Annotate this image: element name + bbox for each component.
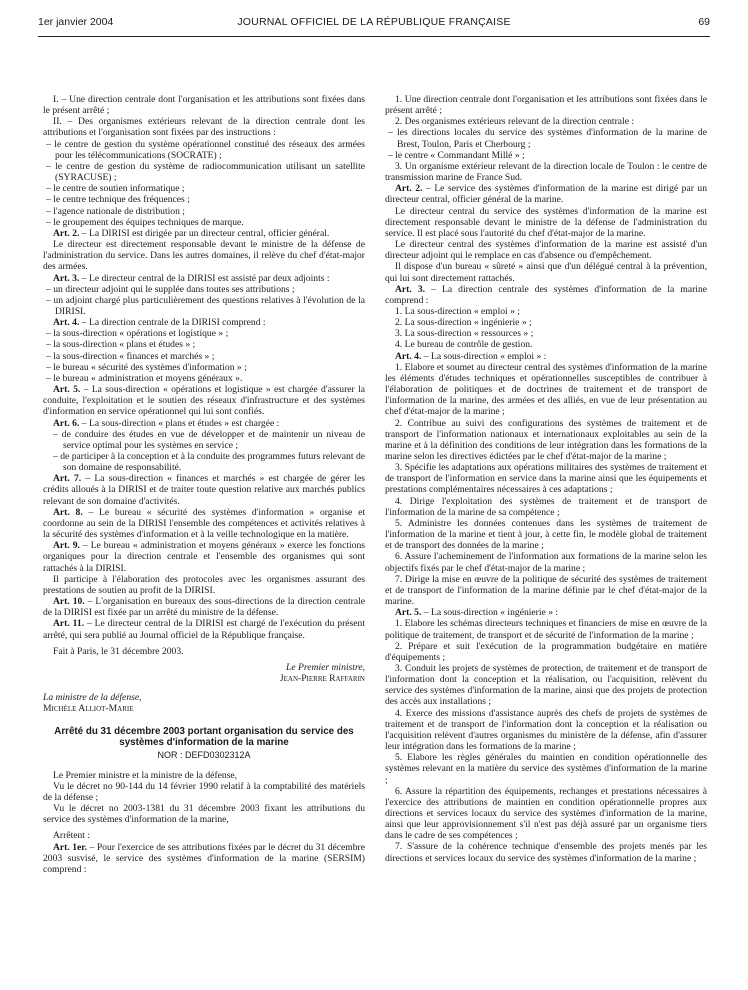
paragraph [385, 663, 707, 708]
paragraph [385, 284, 707, 306]
paragraph [43, 194, 365, 205]
paragraph-text: Michèle Alliot-Marie [43, 703, 134, 715]
paragraph [385, 339, 707, 350]
paragraph [385, 841, 707, 863]
paragraph-text: Arrêté du 31 décembre 2003 portant organisation du service des systèmes d'information de la marine [54, 726, 354, 749]
paragraph [385, 551, 707, 573]
paragraph [43, 217, 365, 228]
paragraph-text: Le directeur central du service des systèmes d'information de la marine est directement responsable devant le ministre de la défense de l'administration du service. Il est placé sous l'autorité du chef d'état-major de la marine. [385, 205, 707, 239]
paragraph [43, 726, 365, 748]
paragraph [385, 127, 707, 149]
paragraph [385, 418, 707, 463]
paragraph-text: – La direction centrale de la DIRISI comprend : [79, 317, 266, 329]
paragraph [43, 673, 365, 684]
paragraph [385, 150, 707, 161]
paragraph [385, 574, 707, 607]
paragraph-text: – le bureau « sécurité des systèmes d'information » ; [46, 361, 247, 373]
paragraph-text: – le centre « Commandant Millé » ; [388, 149, 525, 161]
article-number: Art. 1er. [53, 841, 88, 853]
paragraph [43, 351, 365, 362]
paragraph-text: NOR : DEFD0302312A [157, 750, 251, 761]
header-date: 1er janvier 2004 [38, 16, 114, 28]
paragraph-text: – La sous-direction « plans et études » est chargée : [79, 417, 280, 429]
paragraph-text: Le directeur central des systèmes d'information de la marine est assisté d'un directeur adjoint qui le remplace en cas d'absence ou d'empêchement. [385, 239, 707, 262]
paragraph-text: 7. Dirige la mise en œuvre de la politique de sécurité des systèmes de traitement et de transport de l'information de la marine définie par le chef d'état-major de la marine. [385, 573, 707, 608]
paragraph-text: I. – Une direction centrale dont l'organisation et les attributions sont fixées dans le présent arrêté ; [43, 94, 365, 117]
paragraph-text: – La sous-direction « emploi » : [421, 350, 547, 362]
article-number: Art. 3. [395, 283, 426, 295]
article-number: Art. 8. [53, 506, 83, 518]
paragraph [43, 273, 365, 284]
paragraph-text: Arrêtent : [53, 830, 91, 842]
article-number: Art. 7. [53, 473, 82, 485]
journal-title: JOURNAL OFFICIEL DE LA RÉPUBLIQUE FRANÇAISE [237, 16, 511, 28]
paragraph [43, 384, 365, 417]
paragraph-text: – Le bureau « sécurité des systèmes d'information » organise et coordonne au sein de la DIRISI l'ensemble des compétences et activités relatives à la sécurité des systèmes d'information et à la veille technologique en la matière. [43, 506, 365, 541]
paragraph-text: 2. Contribue au suivi des configurations des systèmes de traitement et de transport de l'information nationaux et internationaux exploitables au sein de la marine et à la définition des conditions de leur intégration dans les formations de la marine selon les directives édictées par le chef d'état-major de la marine ; [385, 417, 707, 462]
article-number: Art. 2. [395, 183, 423, 195]
paragraph-text: 4. Le bureau de contrôle de gestion. [395, 339, 533, 351]
paragraph-text: 1. Elabore les schémas directeurs techniques et financiers de mise en œuvre de la politique de traitement, de transport et de sécurité de l'information de la marine ; [385, 618, 707, 641]
paragraph-text: 1. Une direction centrale dont l'organisation et les attributions sont fixées dans le présent arrêté ; [385, 94, 707, 117]
paragraph [385, 317, 707, 328]
paragraph-text: – l'agence nationale de distribution ; [46, 205, 185, 217]
paragraph-text: – Le directeur central de la DIRISI est assisté par deux adjoints : [79, 272, 330, 284]
paragraph-text: 5. Elabore les règles générales du maintien en condition opérationnelle des systèmes relevant en la matière du service des systèmes d'information de la marine ; [385, 752, 707, 786]
right-column [385, 94, 707, 864]
paragraph [43, 574, 365, 596]
article-number: Art. 9. [53, 540, 80, 552]
paragraph-text: – le centre technique des fréquences ; [46, 194, 190, 206]
paragraph-text: – la sous-direction « finances et marchés » ; [46, 350, 215, 362]
paragraph [385, 752, 707, 785]
paragraph-text: 3. Un organisme extérieur relevant de la direction locale de Toulon : le centre de transmission marine de France Sud. [385, 160, 707, 184]
article-number: Art. 10. [53, 596, 85, 608]
left-column [43, 94, 365, 875]
paragraph [43, 596, 365, 618]
paragraph [43, 618, 365, 640]
paragraph-text: Fait à Paris, le 31 décembre 2003. [53, 645, 184, 657]
paragraph [43, 317, 365, 328]
paragraph [385, 183, 707, 205]
paragraph [43, 830, 365, 841]
paragraph [43, 284, 365, 295]
paragraph-text: 6. Assure la répartition des équipements, rechanges et prestations nécessaires à l'exercice des attributions de maintien en condition opérationnelle propres aux directions et services locaux du service des systèmes d'information de la marine, ainsi que leur approvisionnement s'il n'est pas déjà assuré par un organisme tiers dans le cadre de ses compétences ; [385, 785, 707, 842]
paragraph [43, 373, 365, 384]
paragraph [43, 781, 365, 803]
paragraph-text: – les directions locales du service des systèmes d'information de la marine de Brest, Toulon, Paris et Cherbourg ; [388, 127, 707, 150]
paragraph [385, 261, 707, 283]
page-number: 69 [698, 16, 710, 28]
paragraph [43, 206, 365, 217]
paragraph [43, 339, 365, 350]
paragraph-text: – La DIRISI est dirigée par un directeur central, officier général. [79, 227, 330, 239]
paragraph [43, 328, 365, 339]
paragraph [43, 239, 365, 272]
paragraph-text: Jean-Pierre Raffarin [279, 672, 365, 684]
paragraph-text: – Pour l'exercice de ses attributions fixées par le décret du 31 décembre 2003 susvisé, le service des systèmes d'information de la marine (SERSIM) comprend : [43, 841, 365, 875]
paragraph-text: 4. Dirige l'exploitation des systèmes de traitement et de transport de l'information de la marine de sa compétence ; [385, 495, 707, 518]
paragraph-text: – La sous-direction « opérations et logistique » est chargée d'assurer la conduite, l'exploitation et le soutien des réseaux d'infrastructure et des systèmes d'information en service opérationnel qui lui sont confiés. [43, 384, 366, 418]
paragraph [43, 540, 365, 573]
paragraph-text: Le Premier ministre, [286, 661, 365, 673]
paragraph [385, 362, 707, 418]
paragraph-text: 3. Spécifie les adaptations aux opérations militaires des systèmes de traitement et de transport de l'information en service dans la marine ainsi que les équipements et prestations complémentaires nécessaires à ces adaptations ; [385, 462, 707, 496]
paragraph [43, 295, 365, 317]
paragraph-text: 1. La sous-direction « emploi » ; [395, 305, 520, 317]
paragraph-text: – Le bureau « administration et moyens généraux » exerce les fonctions organiques pour la direction centrale et l'ensemble des organismes qui sont rattachés à la DIRISI. [43, 540, 365, 574]
paragraph-text: – la sous-direction « plans et études » ; [46, 339, 196, 351]
paragraph-text: – le groupement des équipes techniques de marque. [46, 216, 244, 228]
paragraph-text: – Le directeur central de la DIRISI est chargé de l'exécution du présent arrêté, qui sera publié au Journal officiel de la République française. [43, 618, 366, 641]
paragraph [385, 351, 707, 362]
paragraph-text: – de participer à la conception et à la conduite des programmes futurs relevant de son domaine de responsabilité. [53, 451, 365, 474]
paragraph-text: 7. S'assure de la cohérence technique d'ensemble des projets menés par les directions et services locaux du service des systèmes d'information de la marine ; [385, 841, 707, 864]
paragraph [43, 228, 365, 239]
page-header [38, 10, 710, 32]
paragraph [385, 328, 707, 339]
paragraph-text: Il dispose d'un bureau « sûreté » ainsi que d'un délégué central à la prévention, qui lui sont directement rattachés. [385, 261, 707, 284]
paragraph [385, 518, 707, 551]
paragraph [385, 786, 707, 842]
paragraph [385, 116, 707, 127]
paragraph-text: – le centre de gestion du système de radiocommunication utilisant un satellite (SYRACUSE) ; [46, 160, 365, 184]
article-number: Art. 2. [53, 227, 80, 239]
paragraph [43, 662, 365, 673]
paragraph [43, 139, 365, 161]
paragraph [43, 750, 365, 761]
paragraph [43, 418, 365, 429]
article-number: Art. 6. [53, 417, 80, 429]
paragraph-text: Il participe à l'élaboration des protocoles avec les organismes assurant des prestations de soutien au profit de la DIRISI. [43, 573, 365, 596]
paragraph [43, 692, 365, 703]
paragraph-text: – La sous-direction « finances et marchés » est chargée de gérer les crédits alloués à la DIRISI et de traiter toute question relative aux marchés publics relevant de son domaine d'activités. [43, 473, 365, 507]
paragraph [43, 507, 365, 540]
paragraph-text: II. – Des organismes extérieurs relevant de la direction centrale dont les attributions et l'organisation sont fixées par des instructions : [43, 116, 365, 139]
paragraph-text: – le bureau « administration et moyens généraux ». [46, 372, 243, 384]
paragraph [43, 770, 365, 781]
paragraph [385, 641, 707, 663]
paragraph-text: 5. Administre les données contenues dans les systèmes de traitement de l'information de la marine et tient à jour, à cette fin, le modèle global de traitement et de transport des données de la marine ; [385, 517, 707, 552]
article-number: Art. 5. [53, 384, 81, 396]
paragraph [385, 94, 707, 116]
paragraph [43, 842, 365, 875]
paragraph [43, 161, 365, 183]
article-number: Art. 3. [53, 272, 80, 284]
paragraph [385, 618, 707, 640]
paragraph [43, 116, 365, 138]
paragraph [385, 161, 707, 183]
paragraph [385, 239, 707, 261]
paragraph [385, 462, 707, 495]
paragraph-text: La ministre de la défense, [43, 692, 142, 704]
paragraph [43, 451, 365, 473]
paragraph-text: Vu le décret no 2003-1381 du 31 décembre 2003 fixant les attributions du service des systèmes d'information de la marine, [43, 803, 365, 826]
paragraph-text: Le Premier ministre et la ministre de la défense, [53, 769, 238, 781]
paragraph [43, 703, 365, 714]
article-number: Art. 4. [395, 350, 422, 362]
paragraph-text: Vu le décret no 90-144 du 14 février 1990 relatif à la comptabilité des matériels de la défense ; [43, 780, 365, 803]
article-number: Art. 11. [53, 618, 85, 630]
paragraph-text: 2. La sous-direction « ingénierie » ; [395, 317, 532, 329]
paragraph-text: 3. La sous-direction « ressources » ; [395, 328, 534, 340]
paragraph [385, 206, 707, 239]
paragraph-text: – La direction centrale des systèmes d'information de la marine comprend : [385, 283, 707, 306]
paragraph-text: – de conduire des études en vue de développer et de maintenir un niveau de service optimal pour les systèmes en service ; [53, 428, 365, 451]
paragraph [385, 306, 707, 317]
paragraph-text: Le directeur est directement responsable devant le ministre de la défense de l'administration du service. Dans les autres domaines, il relève du chef d'état-major des armées. [43, 239, 365, 273]
header-rule [38, 36, 710, 37]
paragraph-text: – un directeur adjoint qui le supplée dans toutes ses attributions ; [46, 283, 295, 295]
paragraph-text: 6. Assure l'acheminement de l'information aux formations de la marine selon les objectifs fixés par le chef d'état-major de la marine ; [385, 551, 707, 574]
paragraph [43, 473, 365, 506]
paragraph [43, 94, 365, 116]
paragraph [385, 496, 707, 518]
paragraph-text: – L'organisation en bureaux des sous-directions de la direction centrale de la DIRISI est fixée par un arrêté du ministre de la défense. [43, 596, 365, 619]
paragraph-text: – Le service des systèmes d'information de la marine est dirigé par un directeur central, officier général de la marine. [385, 183, 707, 206]
paragraph-text: 4. Exerce des missions d'assistance auprès des chefs de projets de systèmes de traitement et de transport de l'information dont la conception et la réalisation ou l'acquisition relèvent d'autres organismes du ministère de la défense, afin d'assurer leur intégration dans les formations de la marine ; [385, 707, 707, 753]
paragraph [385, 607, 707, 618]
paragraph-text: – la sous-direction « opérations et logistique » ; [46, 328, 229, 340]
paragraph-text: – La sous-direction « ingénierie » : [421, 607, 559, 619]
paragraph-text: 2. Des organismes extérieurs relevant de la direction centrale : [395, 116, 635, 128]
paragraph [43, 646, 365, 657]
paragraph-text: 3. Conduit les projets de systèmes de protection, de traitement et de transport de l'information dont la conception et la réalisation, ou l'acquisition, relèvent du service des systèmes d'information de la marine, ainsi que des projets de protection des accès aux installations ; [385, 662, 707, 708]
paragraph-text: – le centre de soutien informatique ; [46, 183, 185, 195]
paragraph [43, 429, 365, 451]
paragraph [385, 708, 707, 753]
paragraph-text: – le centre de gestion du système opérationnel constitué des réseaux des armées pour les télécommunications (SOCRATE) ; [46, 138, 365, 161]
article-number: Art. 5. [395, 607, 422, 619]
paragraph-text: 1. Elabore et soumet au directeur central des systèmes d'information de la marine les éléments d'études techniques et opérationnelles susceptibles de contribuer à l'élaboration de politiques et de doctrines de traitement et de transport de l'information de la marine, des armées et des alliés, en vue de leur présentation au chef d'état-major de la marine ; [385, 361, 707, 418]
paragraph [43, 183, 365, 194]
paragraph-text: 2. Prépare et suit l'exécution de la programmation budgétaire en matière d'équipements ; [385, 640, 707, 663]
paragraph [43, 362, 365, 373]
article-number: Art. 4. [53, 317, 80, 329]
paragraph [43, 803, 365, 825]
paragraph-text: – un adjoint chargé plus particulièrement des questions relatives à l'évolution de la DIRISI. [46, 294, 365, 317]
